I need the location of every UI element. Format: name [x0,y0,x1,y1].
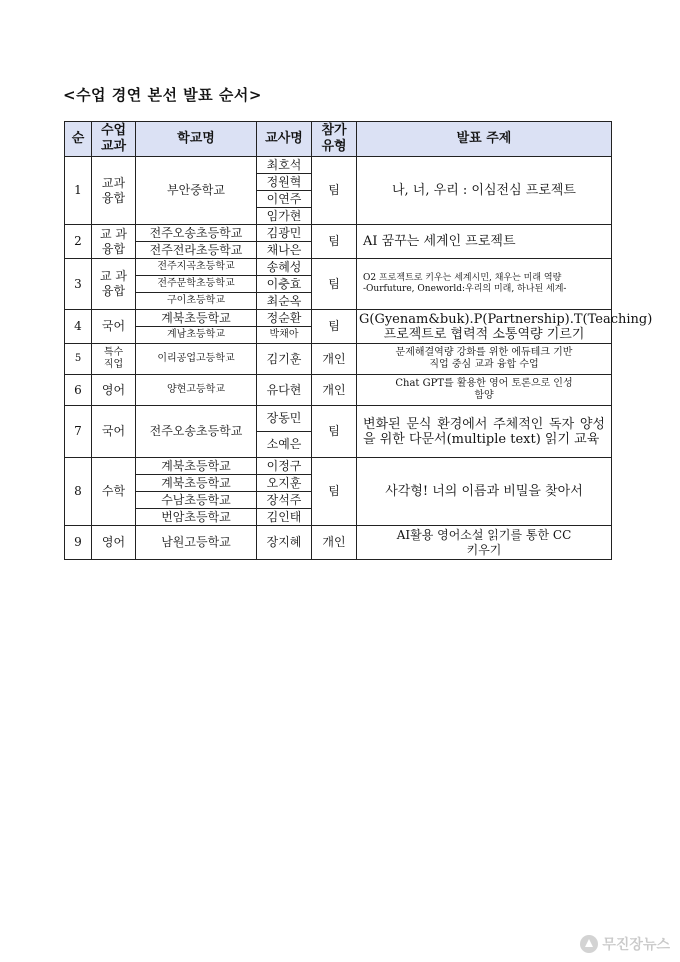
row-school: 번암초등학교 [136,509,257,526]
row-teacher: 이연주 [257,191,312,208]
row-school: 전주문학초등학교 [136,276,257,293]
row-school: 계북초등학교 [136,310,257,327]
header-school: 학교명 [136,122,257,157]
header-order: 순 [65,122,92,157]
table-header-row [65,122,612,157]
header-type: 참가 유형 [312,122,357,157]
row-teacher: 최호석 [257,157,312,174]
row-teacher: 소예은 [257,432,312,458]
row-topic: O2 프로젝트로 키우는 세계시민, 채우는 미래 역량 -Ourfuture, Oneworld:우리의 미래, 하나된 세계- [357,259,612,310]
row-school: 구이초등학교 [136,293,257,310]
row-teacher: 채나은 [257,242,312,259]
row-school: 부안중학교 [136,157,257,225]
row-type: 팀 [312,406,357,458]
row-teacher: 최순옥 [257,293,312,310]
row-order: 5 [65,344,92,375]
row-subject: 수학 [92,458,136,526]
mountain-logo-icon [580,935,598,953]
row-subject: 영어 [92,526,136,560]
table-row [65,310,612,327]
row-teacher: 박채아 [257,327,312,344]
table-row [65,259,612,276]
header-subject: 수업 교과 [92,122,136,157]
row-type: 개인 [312,344,357,375]
row-school: 수남초등학교 [136,492,257,509]
row-teacher: 임가현 [257,208,312,225]
row-topic: 사각형! 너의 이름과 비밀을 찾아서 [357,458,612,526]
row-teacher: 장동민 [257,406,312,432]
row-type: 개인 [312,526,357,560]
row-topic: 문제해결역량 강화를 위한 에듀테크 기반 직업 중심 교과 융합 수업 [357,344,612,375]
row-subject: 특수 직업 [92,344,136,375]
header-teacher: 교사명 [257,122,312,157]
page-title: <수업 경연 본선 발표 순서> [63,86,262,104]
row-school: 전주전라초등학교 [136,242,257,259]
row-teacher: 김기훈 [257,344,312,375]
row-type: 팀 [312,310,357,344]
row-order: 8 [65,458,92,526]
table-row [65,406,612,432]
row-type: 팀 [312,157,357,225]
row-school: 양현고등학교 [136,375,257,406]
row-type: 팀 [312,259,357,310]
table-row [65,344,612,375]
watermark [580,934,670,954]
row-teacher: 장석주 [257,492,312,509]
row-teacher: 김인태 [257,509,312,526]
row-topic: AI활용 영어소설 읽기를 통한 CC 키우기 [357,526,612,560]
row-subject: 국어 [92,310,136,344]
row-teacher: 장지혜 [257,526,312,560]
row-teacher: 유다현 [257,375,312,406]
row-teacher: 이정구 [257,458,312,475]
row-order: 6 [65,375,92,406]
header-topic: 발표 주제 [357,122,612,157]
row-subject: 교 과 융합 [92,225,136,259]
presentation-order-table [64,121,653,560]
row-order: 4 [65,310,92,344]
row-topic: 나, 너, 우리 : 이심전심 프로젝트 [357,157,612,225]
row-teacher: 김광민 [257,225,312,242]
row-subject: 교 과 융합 [92,259,136,310]
row-topic: Chat GPT를 활용한 영어 토론으로 인성 함양 [357,375,612,406]
row-type: 개인 [312,375,357,406]
row-teacher: 정순환 [257,310,312,327]
row-subject: 국어 [92,406,136,458]
table-row [65,157,612,174]
row-order: 2 [65,225,92,259]
table-row [65,526,612,560]
row-school: 계북초등학교 [136,458,257,475]
row-topic: 변화된 문식 환경에서 주체적인 독자 양성을 위한 다문서(multiple text) 읽기 교육 [357,406,612,458]
row-teacher: 송혜성 [257,259,312,276]
row-school: 전주오송초등학교 [136,225,257,242]
row-subject: 영어 [92,375,136,406]
table-row [65,458,612,475]
row-type: 팀 [312,458,357,526]
row-topic: AI 꿈꾸는 세계인 프로젝트 [357,225,612,259]
row-order: 7 [65,406,92,458]
row-topic: G(Gyenam&buk).P(Partnership).T(Teaching) 프로젝트로 협력적 소통역량 기르기 [357,310,612,344]
row-type: 팀 [312,225,357,259]
row-order: 9 [65,526,92,560]
row-school: 계북초등학교 [136,475,257,492]
row-teacher: 오지훈 [257,475,312,492]
row-school: 전주지곡초등학교 [136,259,257,276]
table-row [65,375,612,406]
row-teacher: 정원혁 [257,174,312,191]
row-school: 계남초등학교 [136,327,257,344]
row-subject: 교과 융합 [92,157,136,225]
table-row [65,225,612,242]
row-school: 남원고등학교 [136,526,257,560]
row-school: 이리공업고등학교 [136,344,257,375]
row-order: 3 [65,259,92,310]
row-order: 1 [65,157,92,225]
watermark-text: 무진장뉴스 [602,937,670,953]
row-teacher: 이충효 [257,276,312,293]
row-school: 전주오송초등학교 [136,406,257,458]
